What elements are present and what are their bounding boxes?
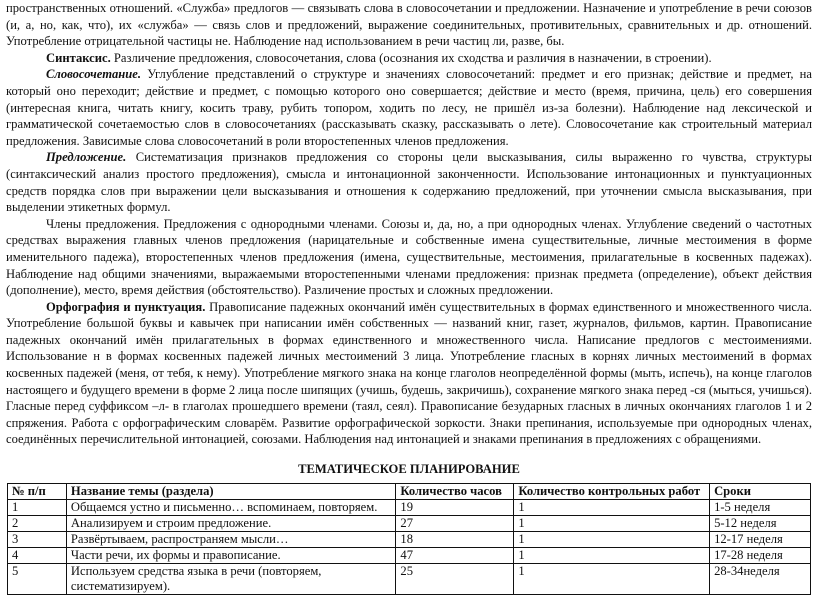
paragraph-text: Систематизация признаков предложения со стороны цели высказывания, силы выраженно го чувства, структуры (синтаксический анализ простого предложения), смысла и интонационной законченности. Использование интонационных и пунктуационных средств порядка слов при выражении цели высказывания и отношения к содержанию предложений, при уточнении смысла высказывания, при выделении этикетных формул.: [6, 150, 812, 215]
column-header-number: № п/п: [8, 484, 67, 500]
paragraph-text: Правописание падежных окончаний имён существительных в формах единственного и множественного числа. Употребление большой буквы и кавычек при написании имён собственных — названий книг, газет, журналов, фильмов, картин. Правописание падежных окончаний имён прилагательных в формах единственного и множественного числа. Написание предлогов с местоимениями. Использование н в формах косвенных падежей личных местоимений 3 лица. Употребление гласных в корнях личных местоимений в формах косвенных падежей (меня, от тебя, к нему). Употребление мягкого знака на конце глаголов неопределённой формы (мыть, испечь), на конце глаголов настоящего и будущего времени в форме 2 лица после шипящих (учишь, будешь, закричишь), сохранение мягкого знака перед -ся (мыться, учишься). Гласные перед суффиксом –л- в глаголах прошедшего времени (таял, сеял). Правописание безударных гласных в личных окончаниях глаголов 1 и 2 спряжения. Работа с орфографическим словарём. Развитие орфографической зоркости. Знаки препинания, используемые при однородных членах, соединённых перечислительной интонацией, союзами. Наблюдения над интонацией и знаками препинания в предложениях с обращениями.: [6, 299, 813, 447]
cell-dates: 17-28 неделя: [710, 548, 811, 564]
cell-hours: 18: [396, 532, 514, 548]
planning-title: ТЕМАТИЧЕСКОЕ ПЛАНИРОВАНИЕ: [298, 462, 520, 477]
paragraph-text: Углубление представлений о структуре и значениях словосочетаний: предмет и его признак; действие и предмет, на который оно переходит; действие и предмет, с помощью которого оно совершается; действие и место (время, причина, цель) его совершения (интересная книга, читать книгу, косить траву, рубить топором, ходить по лесу, не пришёл из-за болезни). Наблюдение над лексической и грамматической сочетаемостью слов в словосочетаниях (рассказывать сказку, рассказывать о лете). Словосочетание как строительный материал предложения. Зависимые слова словосочетаний в роли второстепенных членов предложения.: [6, 67, 812, 148]
cell-topic: Развёртываем, распространяем мысли…: [66, 532, 396, 548]
cell-topic: Анализируем и строим предложение.: [66, 516, 396, 532]
cell-number: 4: [8, 548, 67, 564]
cell-tests: 1: [514, 532, 710, 548]
cell-dates: 28-34неделя: [710, 564, 811, 595]
cell-hours: 27: [396, 516, 514, 532]
column-header-hours: Количество часов: [396, 484, 514, 500]
cell-number: 5: [8, 564, 67, 595]
paragraph-orthography: [6, 299, 812, 448]
section-lead-phrase: Словосочетание.: [46, 67, 142, 82]
paragraph-service-words: [6, 0, 812, 50]
paragraph-text: пространственных отношений. «Служба» предлогов — связывать слова в словосочетании и предложении. Назначение и употребление в речи союзов (и, а, но, как, что), их «служба» — связь слов и предложений, выражение соединительных, противительных, сравнительных и др. отношений. Употребление отрицательной частицы не. Наблюдение над использованием в речи частиц ли, разве, бы.: [6, 1, 812, 49]
cell-number: 2: [8, 516, 67, 532]
body-text: [6, 0, 812, 448]
cell-dates: 12-17 неделя: [710, 532, 811, 548]
cell-topic: Общаемся устно и письменно… вспоминаем, повторяем.: [66, 500, 396, 516]
cell-tests: 1: [514, 500, 710, 516]
cell-tests: 1: [514, 548, 710, 564]
section-lead-sentence: Предложение.: [46, 150, 127, 165]
cell-dates: 5-12 неделя: [710, 516, 811, 532]
paragraph-sentence: [6, 149, 812, 215]
planning-table: [7, 483, 811, 595]
cell-dates: 1-5 неделя: [710, 500, 811, 516]
table-row: [8, 516, 811, 532]
cell-topic: Используем средства языка в речи (повторяем, систематизируем).: [66, 564, 396, 595]
cell-hours: 47: [396, 548, 514, 564]
cell-hours: 19: [396, 500, 514, 516]
column-header-topic: Название темы (раздела): [66, 484, 396, 500]
table-header-row: [8, 484, 811, 500]
table-row: [8, 564, 811, 595]
document-page: [6, 0, 812, 595]
cell-topic: Части речи, их формы и правописание.: [66, 548, 396, 564]
section-lead-syntax: Синтаксис.: [46, 50, 111, 65]
cell-hours: 25: [396, 564, 514, 595]
cell-tests: 1: [514, 564, 710, 595]
paragraph-text: Различение предложения, словосочетания, слова (осознания их сходства и различия в назначении, в строении).: [110, 50, 712, 65]
paragraph-syntax: [6, 50, 812, 67]
cell-number: 3: [8, 532, 67, 548]
section-lead-orthography: Орфография и пунктуация.: [46, 299, 206, 314]
column-header-dates: Сроки: [710, 484, 811, 500]
paragraph-phrase: [6, 66, 812, 149]
table-row: [8, 548, 811, 564]
cell-tests: 1: [514, 516, 710, 532]
column-header-tests: Количество контрольных работ: [514, 484, 710, 500]
table-row: [8, 500, 811, 516]
paragraph-text: Члены предложения. Предложения с однородными членами. Союзы и, да, но, а при однородных членах. Углубление сведений о частотных средствах выражения главных членов предложения (нарицательные и собственные имена существительные, личные местоимения в форме именительного падежа), второстепенных членов предложения (имена, существительные, местоимения, прилагательные в косвенных падежах). Наблюдение над общими значениями, выражаемыми второстепенными членами предложения: признак предмета (определение), объект действия (дополнение), место, время действия (обстоятельство). Различение простых и сложных предложении.: [6, 216, 812, 298]
cell-number: 1: [8, 500, 67, 516]
table-row: [8, 532, 811, 548]
paragraph-sentence-members: [6, 216, 812, 299]
